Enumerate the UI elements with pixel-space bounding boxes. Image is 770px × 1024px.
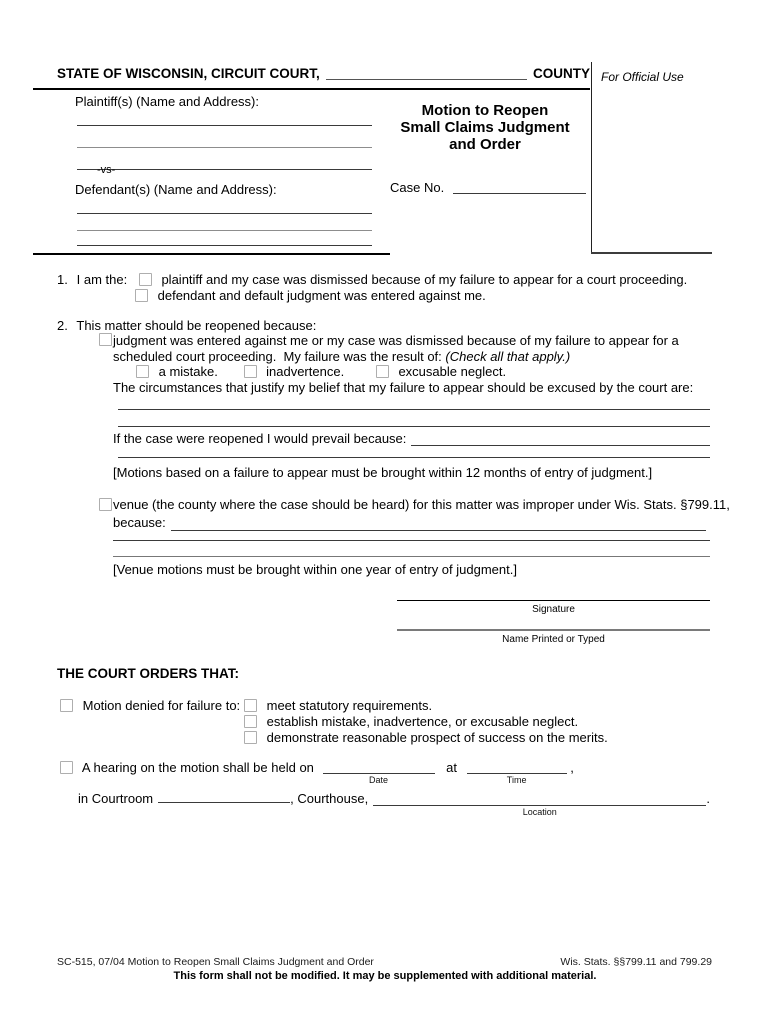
plaintiff-address-line-2[interactable] <box>77 147 372 148</box>
section1-row-1 <box>57 272 687 287</box>
section2-number: 2. <box>57 318 68 333</box>
defendant-address-line-3[interactable] <box>77 245 372 246</box>
motion-denied-checkbox[interactable] <box>60 699 73 712</box>
plaintiff-label: Plaintiff(s) (Name and Address): <box>75 94 259 109</box>
footer-notice: This form shall not be modified. It may be supplemented with additional material. <box>173 970 597 982</box>
form-title-line-2: Small Claims Judgment <box>400 119 570 136</box>
hearing-date-line[interactable] <box>323 773 435 785</box>
demonstrate-prospect-label: demonstrate reasonable prospect of success on the merits. <box>266 730 608 745</box>
time-sub-label: Time <box>506 775 527 785</box>
venue-line-2[interactable] <box>113 556 710 557</box>
vs-label: -vs- <box>97 164 116 176</box>
denied-option-row-1 <box>244 698 432 713</box>
motion-denied-label: Motion denied for failure to: <box>82 698 241 713</box>
hearing-checkbox[interactable] <box>60 761 73 774</box>
venue-option-text <box>113 497 728 531</box>
section2-lead: This matter should be reopened because: <box>76 318 317 333</box>
judgment-option-text <box>113 333 728 365</box>
failure-result-options-row <box>136 364 506 379</box>
courthouse-label: , Courthouse, <box>290 791 369 806</box>
at-label: at <box>446 760 458 775</box>
hearing-comma: , <box>570 760 574 775</box>
inadvertence-label: inadvertence. <box>266 364 345 379</box>
plaintiff-address-line-3[interactable] <box>77 169 372 170</box>
case-no-label: Case No. <box>390 180 445 195</box>
prevail-line-1[interactable] <box>411 431 710 446</box>
hearing-row <box>60 760 574 785</box>
demonstrate-prospect-checkbox[interactable] <box>244 731 257 744</box>
header-rule <box>33 88 590 90</box>
venue-because-line[interactable] <box>171 515 706 531</box>
motions-note: [Motions based on a failure to appear must be brought within 12 months of entry of judgment.] <box>113 465 653 480</box>
neglect-checkbox[interactable] <box>376 365 389 378</box>
defendant-checkbox[interactable] <box>135 289 148 302</box>
mistake-checkbox[interactable] <box>136 365 149 378</box>
name-printed-label: Name Printed or Typed <box>502 634 605 645</box>
section1-number: 1. <box>57 272 68 287</box>
courtroom-line[interactable] <box>158 802 290 803</box>
caption-bottom-rule <box>33 253 390 255</box>
header-row <box>57 66 590 81</box>
circumstances-label: The circumstances that justify my belief that my failure to appear should be excused by the court are: <box>113 380 694 395</box>
circumstances-line-1[interactable] <box>118 409 710 410</box>
judgment-option-line-2-text: scheduled court proceeding. My failure was the result of: <box>113 349 446 364</box>
prevail-line-2[interactable] <box>118 457 710 458</box>
section2-lead-row <box>57 318 316 333</box>
statutory-requirements-checkbox[interactable] <box>244 699 257 712</box>
footer-statutes: Wis. Stats. §§799.11 and 799.29 <box>560 956 712 968</box>
judgment-option-line-2 <box>113 349 728 365</box>
courthouse-location-line[interactable] <box>373 791 706 817</box>
official-use-bottom-rule <box>591 252 712 254</box>
courtroom-row <box>78 791 710 817</box>
form-title-line-3: and Order <box>449 136 521 153</box>
signature-label: Signature <box>532 604 575 615</box>
plaintiff-checkbox[interactable] <box>139 273 152 286</box>
plaintiff-address-line-1[interactable] <box>77 125 372 126</box>
footer-form-id: SC-515, 07/04 Motion to Reopen Small Claims Judgment and Order <box>57 956 374 968</box>
case-no-line[interactable] <box>453 193 586 194</box>
inadvertence-checkbox[interactable] <box>244 365 257 378</box>
venue-line-1[interactable] <box>113 540 710 541</box>
courtroom-lead-label: in Courtroom <box>78 791 154 806</box>
judgment-option-line-1: judgment was entered against me or my case was dismissed because of my failure to appear for a <box>113 333 679 348</box>
neglect-label: excusable neglect. <box>398 364 507 379</box>
hearing-time-line[interactable] <box>467 773 567 785</box>
defendant-address-line-2[interactable] <box>77 230 372 231</box>
courtroom-period: . <box>706 791 710 806</box>
prevail-label: If the case were reopened I would prevail because: <box>113 431 407 446</box>
denied-option-row-3 <box>244 730 608 745</box>
plaintiff-option-label: plaintiff and my case was dismissed because of my failure to appear for a court proceeding. <box>161 272 688 287</box>
court-orders-heading: THE COURT ORDERS THAT: <box>57 666 239 681</box>
motion-denied-row <box>60 698 240 713</box>
court-caption-label: STATE OF WISCONSIN, CIRCUIT COURT, <box>57 66 320 81</box>
case-no-row <box>390 180 586 195</box>
prevail-row <box>113 431 710 446</box>
name-line[interactable] <box>397 629 710 631</box>
defendant-label: Defendant(s) (Name and Address): <box>75 182 277 197</box>
date-sub-label: Date <box>369 775 389 785</box>
county-label: COUNTY <box>533 66 590 81</box>
venue-note: [Venue motions must be brought within one year of entry of judgment.] <box>113 562 517 577</box>
county-line[interactable] <box>326 79 527 80</box>
form-title-line-1: Motion to Reopen <box>421 102 549 119</box>
venue-option-line: venue (the county where the case should be heard) for this matter was improper under Wis. Stats. §799.11, <box>113 497 730 512</box>
denied-option-row-2 <box>244 714 578 729</box>
venue-checkbox[interactable] <box>99 498 112 511</box>
official-use-label: For Official Use <box>601 70 684 84</box>
establish-mistake-label: establish mistake, inadvertence, or excusable neglect. <box>266 714 579 729</box>
because-label: because: <box>113 515 166 530</box>
section1-lead: I am the: <box>76 272 128 287</box>
location-sub-label: Location <box>522 807 557 817</box>
defendant-option-label: defendant and default judgment was entered against me. <box>157 288 486 303</box>
form-title <box>385 102 585 153</box>
hearing-lead-label: A hearing on the motion shall be held on <box>81 760 314 775</box>
establish-mistake-checkbox[interactable] <box>244 715 257 728</box>
statutory-requirements-label: meet statutory requirements. <box>266 698 433 713</box>
section1-row-2 <box>135 288 486 303</box>
defendant-address-line-1[interactable] <box>77 213 372 214</box>
official-use-divider <box>591 62 592 254</box>
judgment-checkbox[interactable] <box>99 333 112 346</box>
check-all-note: (Check all that apply.) <box>445 349 571 364</box>
mistake-label: a mistake. <box>158 364 218 379</box>
signature-line[interactable] <box>397 600 710 601</box>
circumstances-line-2[interactable] <box>118 426 710 427</box>
venue-because-row <box>113 515 706 531</box>
